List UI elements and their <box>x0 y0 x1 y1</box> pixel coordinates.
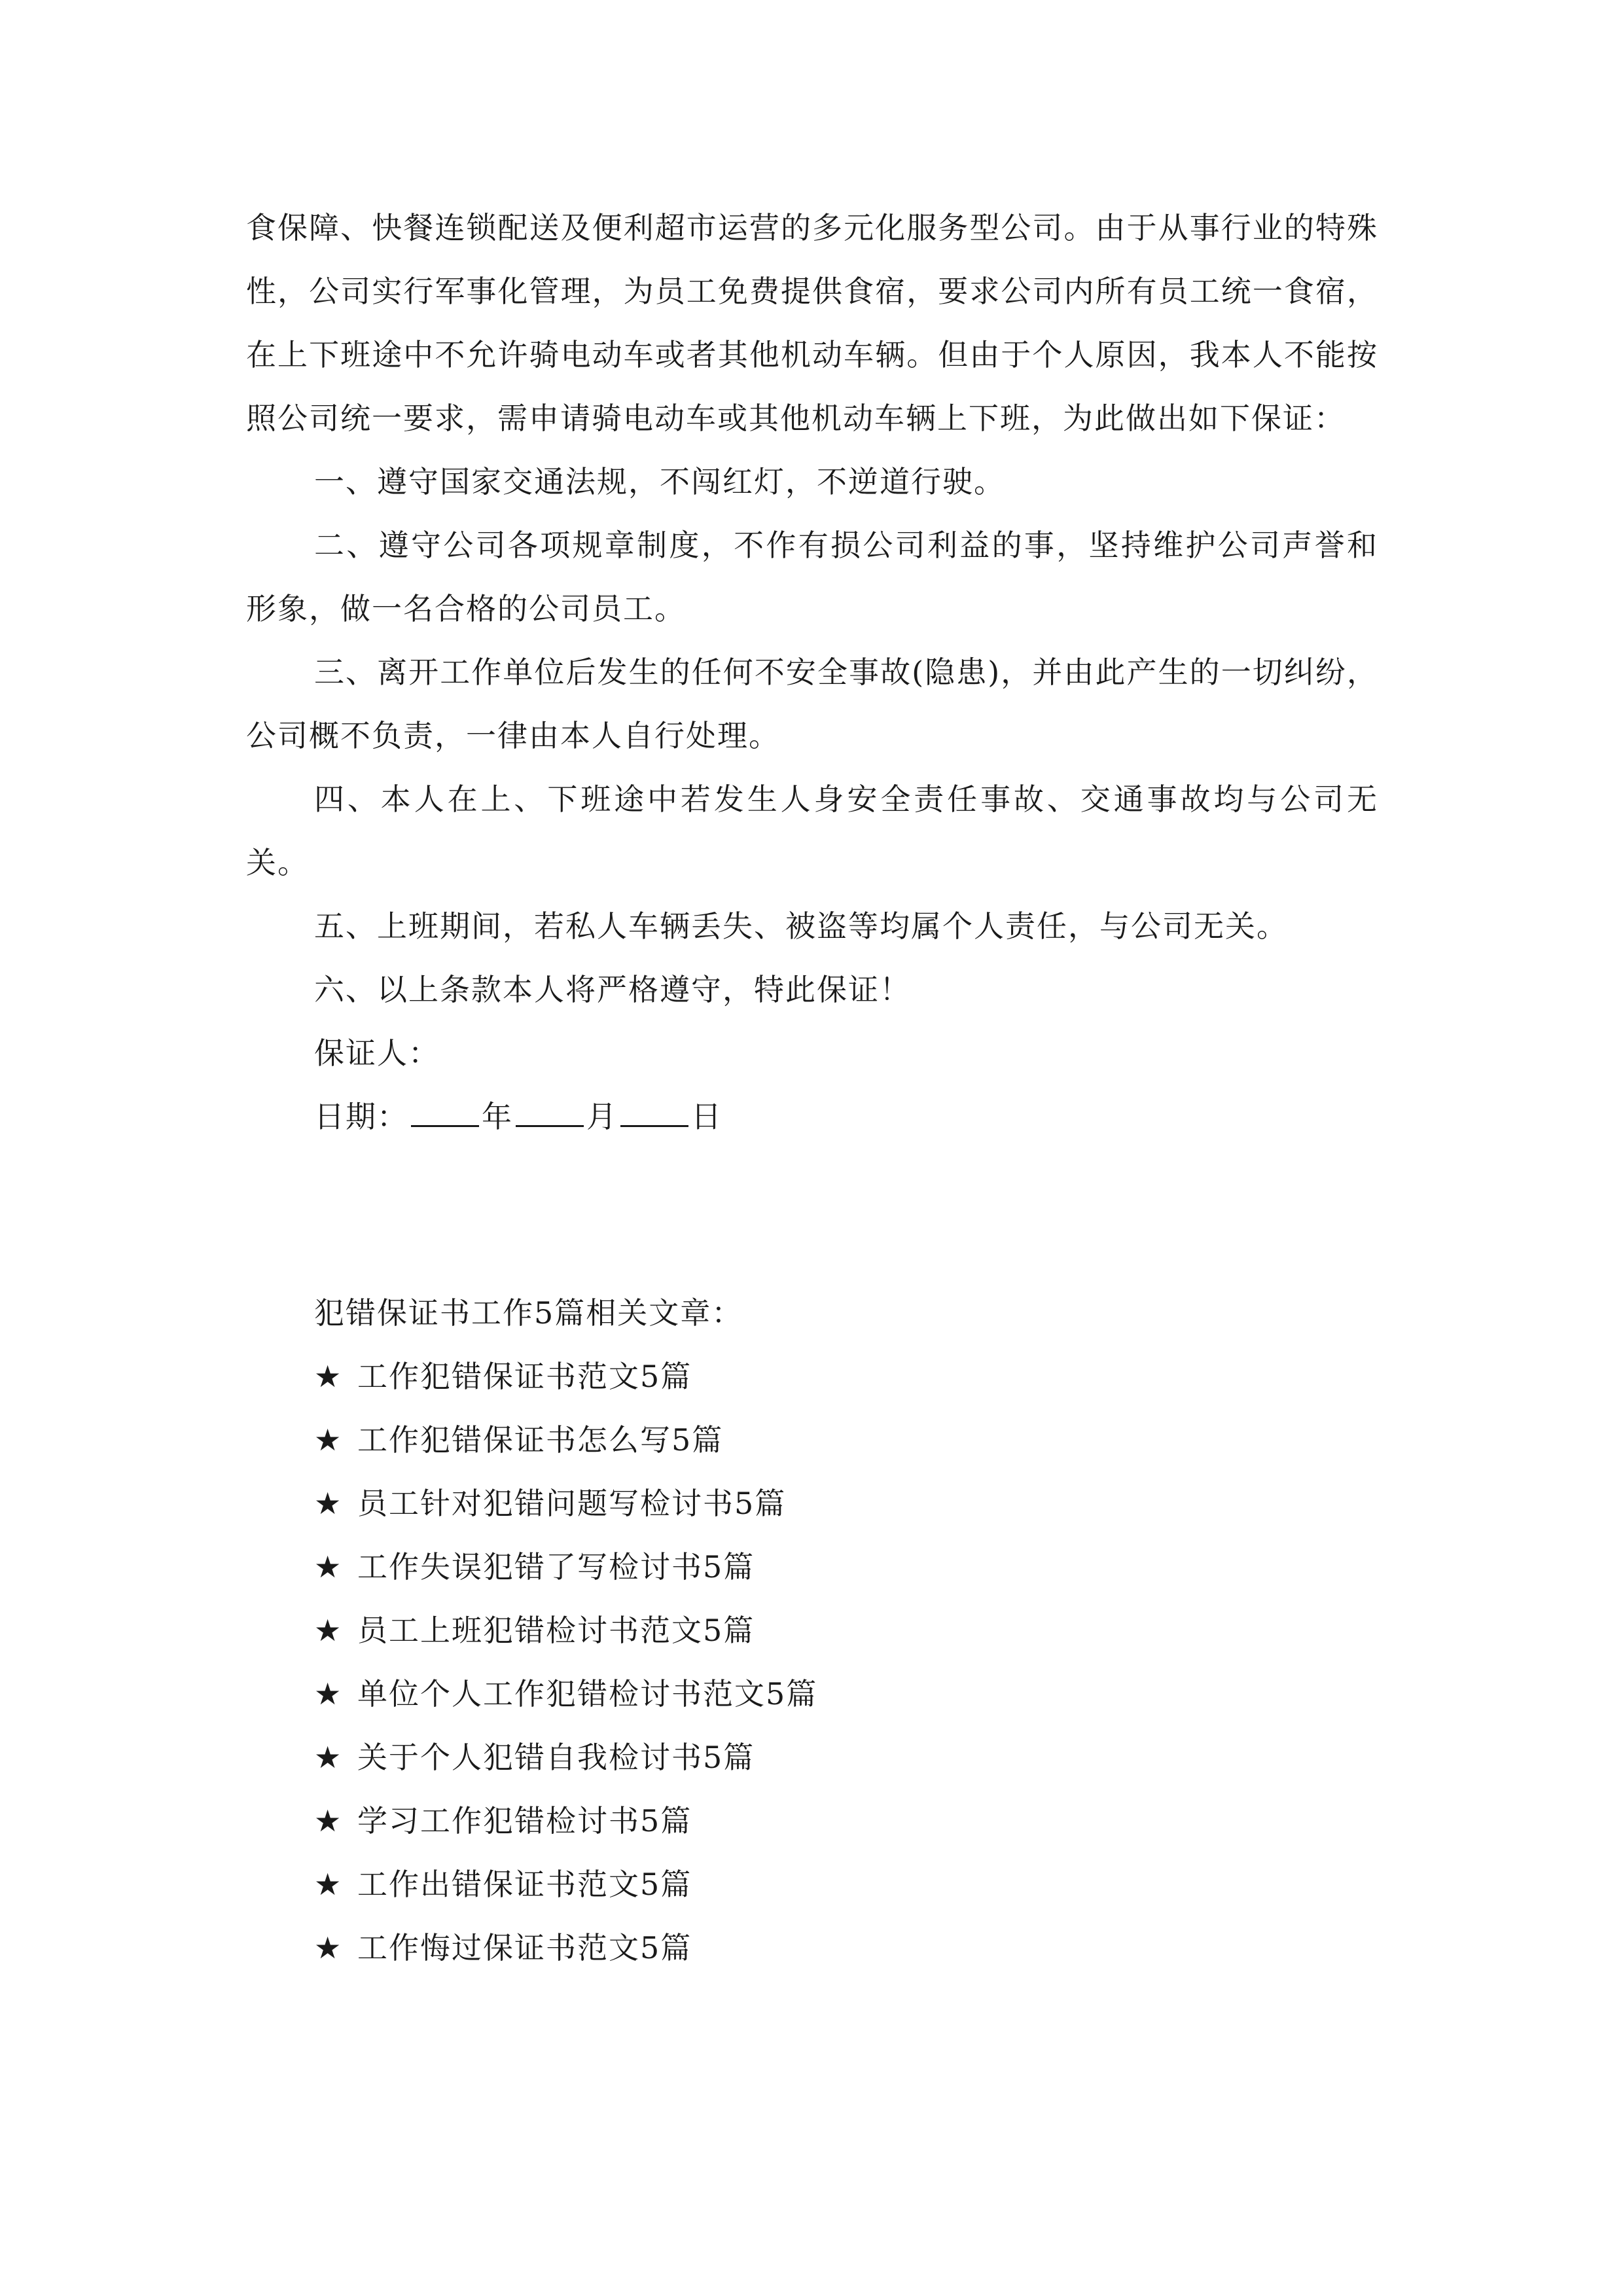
related-article-title: 工作失误犯错了写检讨书5篇 <box>357 1549 755 1585</box>
year-blank <box>411 1099 479 1127</box>
star-icon: ★ <box>314 1613 343 1648</box>
star-icon: ★ <box>314 1676 343 1712</box>
related-article-title: 工作出错保证书范文5篇 <box>357 1867 692 1902</box>
related-article-link[interactable] <box>246 1662 1378 1726</box>
month-blank <box>516 1099 584 1127</box>
related-article-title: 单位个人工作犯错检讨书范文5篇 <box>357 1676 818 1712</box>
related-article-title: 学习工作犯错检讨书5篇 <box>357 1803 692 1839</box>
star-icon: ★ <box>314 1867 343 1902</box>
related-article-link[interactable] <box>246 1535 1378 1599</box>
related-article-link[interactable] <box>246 1472 1378 1535</box>
related-article-link[interactable] <box>246 1789 1378 1853</box>
star-icon: ★ <box>314 1422 343 1458</box>
related-article-title: 员工针对犯错问题写检讨书5篇 <box>357 1486 787 1521</box>
related-article-link[interactable] <box>246 1599 1378 1662</box>
day-label: 日 <box>691 1099 722 1134</box>
star-icon: ★ <box>314 1549 343 1585</box>
day-blank <box>620 1099 688 1127</box>
intro-paragraph: 食保障、快餐连锁配送及便利超市运营的多元化服务型公司。由于从事行业的特殊性，公司实行军事化管理，为员工免费提供食宿，要求公司内所有员工统一食宿，在上下班途中不允许骑电动车或者其他机动车辆。但由于个人原因，我本人不能按照公司统一要求，需申请骑电动车或其他机动车辆上下班，为此做出如下保证： <box>246 210 1378 436</box>
related-article-link[interactable] <box>246 1408 1378 1472</box>
guarantor-label: 保证人： <box>314 1035 440 1071</box>
related-heading: 犯错保证书工作5篇相关文章： <box>314 1295 743 1331</box>
related-list <box>246 1345 1378 1980</box>
related-article-title: 工作犯错保证书怎么写5篇 <box>357 1422 724 1458</box>
year-label: 年 <box>482 1099 513 1134</box>
date-line <box>246 1085 1378 1149</box>
star-icon: ★ <box>314 1740 343 1775</box>
related-article-title: 员工上班犯错检讨书范文5篇 <box>357 1613 755 1648</box>
star-icon: ★ <box>314 1486 343 1521</box>
related-article-title: 关于个人犯错自我检讨书5篇 <box>357 1740 755 1775</box>
clause-6: 六、以上条款本人将严格遵守，特此保证！ <box>314 972 911 1007</box>
star-icon: ★ <box>314 1359 343 1394</box>
clause-4: 四、本人在上、下班途中若发生人身安全责任事故、交通事故均与公司无关。 <box>246 781 1378 880</box>
guarantor-line <box>246 1022 1378 1085</box>
month-label: 月 <box>586 1099 618 1134</box>
related-articles <box>246 1282 1378 1980</box>
clause-3: 三、离开工作单位后发生的任何不安全事故(隐患)，并由此产生的一切纠纷，公司概不负责，一律由本人自行处理。 <box>246 655 1378 753</box>
related-article-link[interactable] <box>246 1916 1378 1980</box>
star-icon: ★ <box>314 1930 343 1965</box>
star-icon: ★ <box>314 1803 343 1839</box>
related-article-title: 工作悔过保证书范文5篇 <box>357 1930 692 1965</box>
related-article-link[interactable] <box>246 1853 1378 1916</box>
related-article-title: 工作犯错保证书范文5篇 <box>357 1359 692 1394</box>
related-article-link[interactable] <box>246 1726 1378 1789</box>
related-article-link[interactable] <box>246 1345 1378 1408</box>
clause-1: 一、遵守国家交通法规，不闯红灯，不逆道行驶。 <box>314 464 1005 499</box>
clause-5: 五、上班期间，若私人车辆丢失、被盗等均属个人责任，与公司无关。 <box>314 908 1288 944</box>
document-body <box>246 196 1378 1980</box>
date-label: 日期： <box>314 1099 408 1134</box>
clause-2: 二、遵守公司各项规章制度，不作有损公司利益的事，坚持维护公司声誉和形象，做一名合格的公司员工。 <box>246 528 1378 626</box>
